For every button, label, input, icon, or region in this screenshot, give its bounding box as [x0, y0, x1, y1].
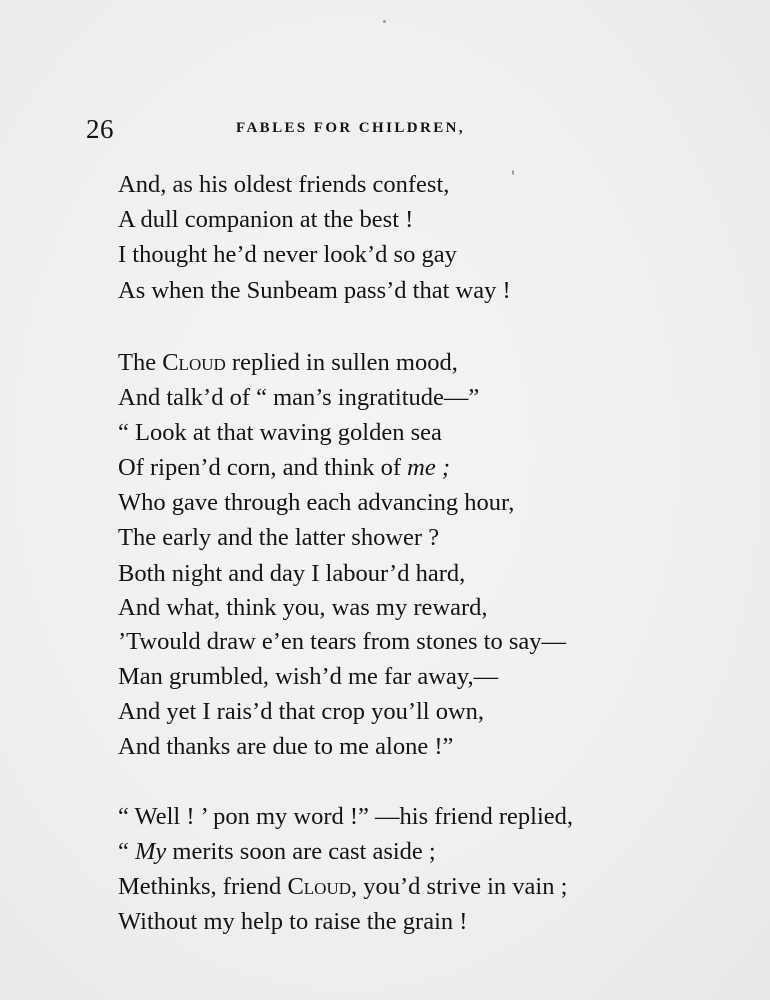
poem-line: Without my help to raise the grain !: [118, 908, 468, 935]
small-caps-word: Cloud: [287, 873, 351, 900]
poem-line: Both night and day I labour’d hard,: [118, 560, 466, 587]
poem-line: “ Look at that waving golden sea: [118, 419, 442, 446]
poem-line: Who gave through each advancing hour,: [118, 489, 515, 516]
poem-line: And talk’d of “ man’s ingratitude—”: [118, 384, 480, 411]
poem-line: Man grumbled, wish’d me far away,—: [118, 663, 499, 690]
poem-line-segment: replied in sullen mood,: [225, 349, 458, 376]
italic-word: My: [135, 838, 167, 865]
paper-speck: [383, 20, 386, 23]
poem-line: ’Twould draw e’en tears from stones to say—: [118, 628, 567, 655]
poem-line: And what, think you, was my reward,: [118, 594, 488, 621]
poem-line: I thought he’d never look’d so gay: [118, 241, 457, 268]
poem-line: [118, 348, 458, 378]
italic-word: me ;: [407, 454, 451, 481]
poem-line: [118, 872, 567, 902]
poem-line-segment: Methinks, friend: [118, 873, 288, 900]
poem-line: And, as his oldest friends confest,: [118, 171, 450, 198]
small-caps-word: Cloud: [162, 349, 226, 376]
paper-speck: [512, 170, 514, 175]
poem-line: And thanks are due to me alone !”: [118, 733, 454, 760]
poem-line-segment: , you’d strive in vain ;: [351, 873, 568, 900]
running-title: FABLES FOR CHILDREN,: [236, 120, 465, 136]
poem-line-segment: “: [118, 838, 135, 865]
poem-line: [118, 453, 450, 483]
poem-line-segment: The: [118, 349, 163, 376]
poem-line: A dull companion at the best !: [118, 206, 414, 233]
poem-line-segment: Of ripen’d corn, and think of: [118, 454, 408, 481]
poem-line-segment: merits soon are cast aside ;: [166, 838, 436, 865]
poem-line: As when the Sunbeam pass’d that way !: [118, 277, 511, 304]
poem-line: And yet I rais’d that crop you’ll own,: [118, 698, 485, 725]
poem-line: The early and the latter shower ?: [118, 524, 440, 551]
poem-line: “ Well ! ’ pon my word !” —his friend replied,: [118, 803, 574, 830]
page-number: 26: [86, 114, 114, 144]
poem-line: [118, 837, 436, 867]
